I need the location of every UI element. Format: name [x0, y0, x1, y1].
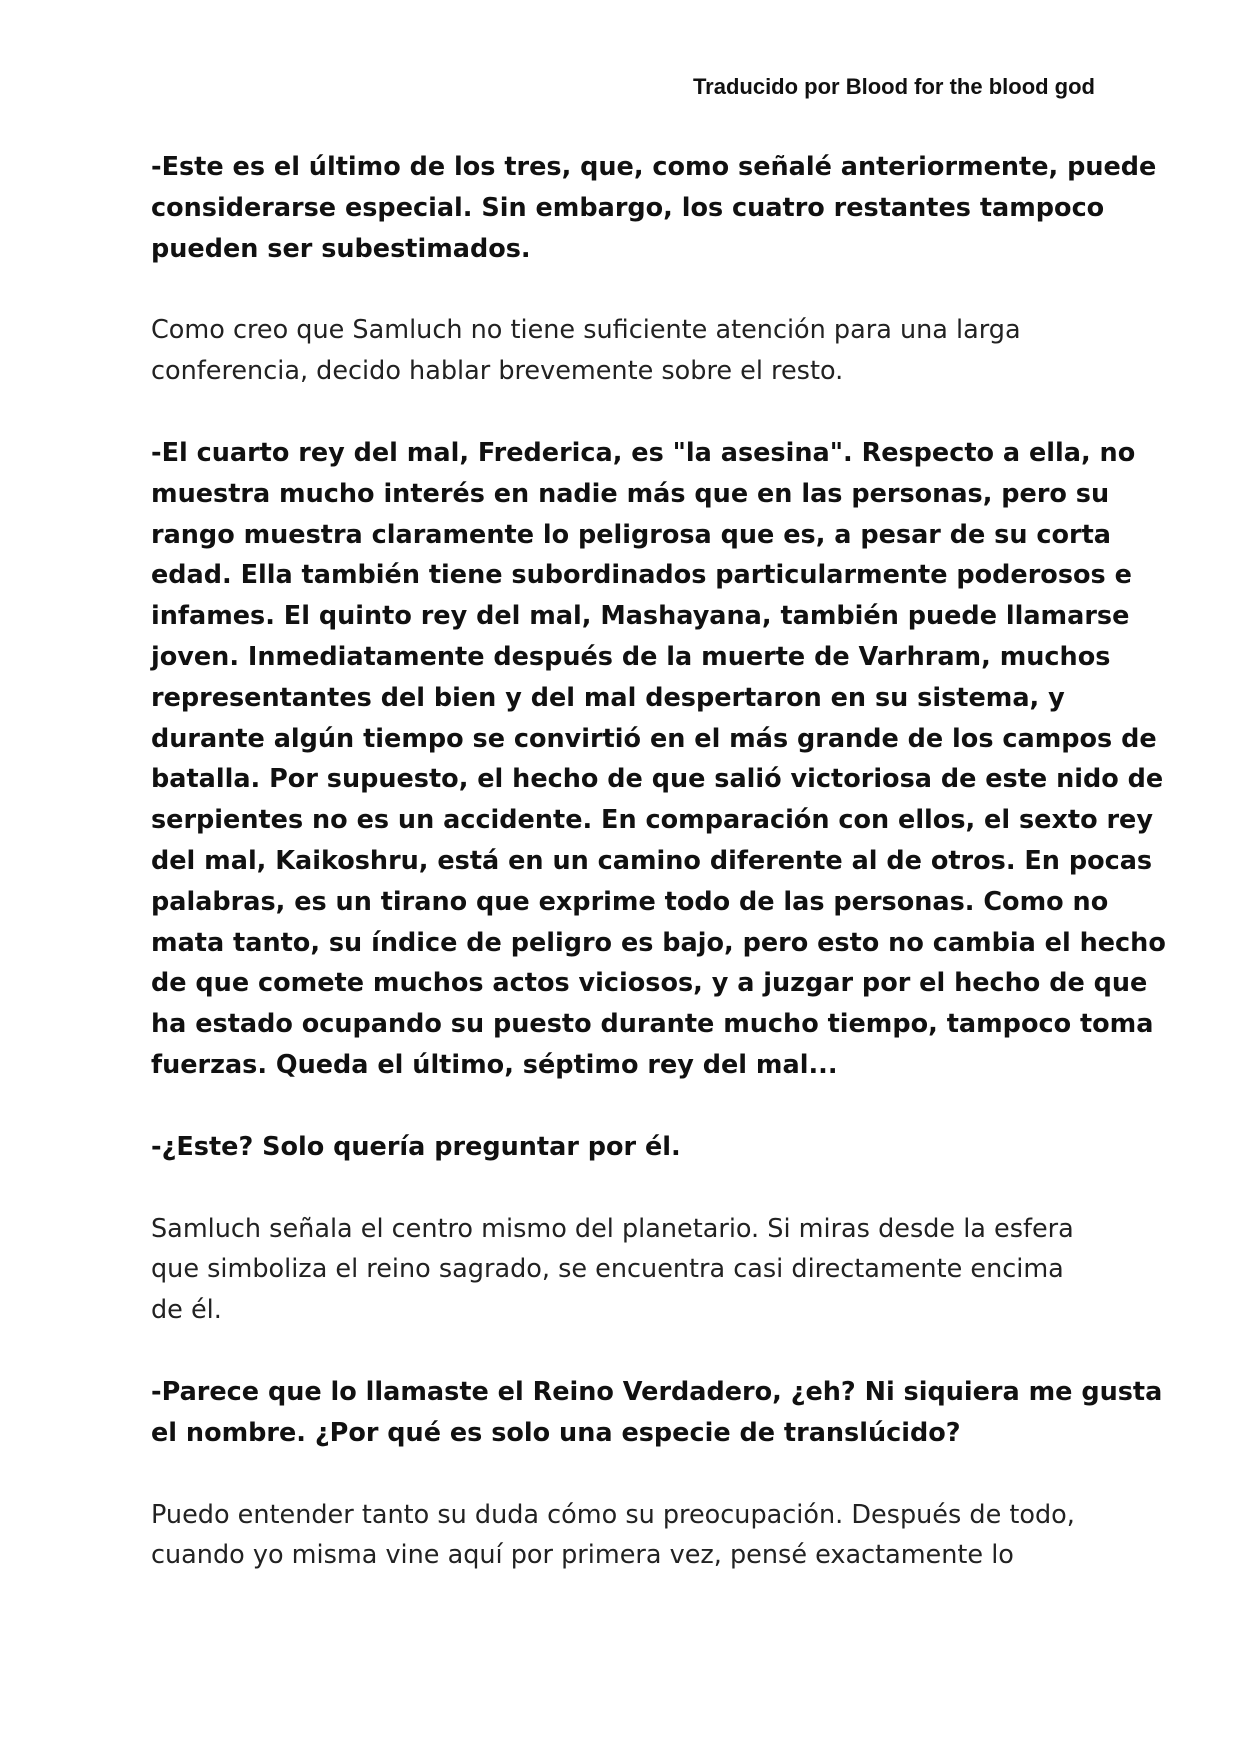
dialogue-paragraph	[151, 1127, 1101, 1168]
text-line: rango muestra claramente lo peligrosa que es, a pesar de su corta	[151, 519, 1111, 550]
text-line: el nombre. ¿Por qué es solo una especie de translúcido?	[151, 1417, 961, 1448]
text-line: de que comete muchos actos viciosos, y a juzgar por el hecho de que	[151, 968, 1148, 999]
text-line: considerarse especial. Sin embargo, los cuatro restantes tampoco	[151, 192, 1105, 223]
text-line: Puedo entender tanto su duda cómo su preocupación. Después de todo,	[151, 1499, 1075, 1530]
text-line: de él.	[151, 1295, 222, 1326]
text-line: -Parece que lo llamaste el Reino Verdadero, ¿eh? Ni siquiera me gusta	[151, 1376, 1163, 1407]
text-line: del mal, Kaikoshru, está en un camino diferente al de otros. En pocas	[151, 845, 1153, 876]
text-line: Como creo que Samluch no tiene suficiente atención para una larga	[151, 315, 1021, 346]
dialogue-paragraph	[151, 433, 1166, 1086]
text-line: serpientes no es un accidente. En comparación con ellos, el sexto rey	[151, 805, 1153, 836]
text-line: cuando yo misma vine aquí por primera vez, pensé exactamente lo	[151, 1540, 1014, 1571]
text-line: conferencia, decido hablar brevemente sobre el resto.	[151, 356, 844, 387]
text-line: ha estado ocupando su puesto durante mucho tiempo, tampoco toma	[151, 1009, 1154, 1040]
text-line: joven. Inmediatamente después de la muerte de Varhram, muchos	[151, 641, 1111, 672]
text-line: -¿Este? Solo quería preguntar por él.	[151, 1131, 681, 1162]
narration-paragraph	[151, 1495, 1101, 1577]
translator-credit: Traducido por Blood for the blood god	[692, 74, 1095, 99]
text-line: Samluch señala el centro mismo del planetario. Si miras desde la esfera	[151, 1213, 1074, 1244]
narration-paragraph	[151, 310, 1101, 392]
text-line: durante algún tiempo se convirtió en el más grande de los campos de	[151, 723, 1157, 754]
text-line: pueden ser subestimados.	[151, 233, 531, 264]
document-body	[151, 147, 1166, 1617]
text-line: batalla. Por supuesto, el hecho de que salió victoriosa de este nido de	[151, 764, 1164, 795]
text-line: -El cuarto rey del mal, Frederica, es "la asesina". Respecto a ella, no	[151, 437, 1136, 468]
text-line: -Este es el último de los tres, que, como señalé anteriormente, puede	[151, 152, 1157, 182]
text-line: infames. El quinto rey del mal, Mashayana, también puede llamarse	[151, 601, 1130, 632]
text-line: muestra mucho interés en nadie más que en las personas, pero su	[151, 478, 1110, 509]
dialogue-paragraph	[151, 147, 1157, 269]
text-line: representantes del bien y del mal despertaron en su sistema, y	[151, 682, 1065, 713]
text-line: fuerzas. Queda el último, séptimo rey del mal...	[151, 1049, 838, 1080]
dialogue-paragraph	[151, 1372, 1163, 1454]
text-line: edad. Ella también tiene subordinados particularmente poderosos e	[151, 560, 1132, 591]
text-line: que simboliza el reino sagrado, se encuentra casi directamente encima	[151, 1254, 1064, 1285]
narration-paragraph	[151, 1209, 1101, 1331]
text-line: mata tanto, su índice de peligro es bajo, pero esto no cambia el hecho	[151, 927, 1166, 958]
text-line: palabras, es un tirano que exprime todo de las personas. Como no	[151, 886, 1109, 917]
